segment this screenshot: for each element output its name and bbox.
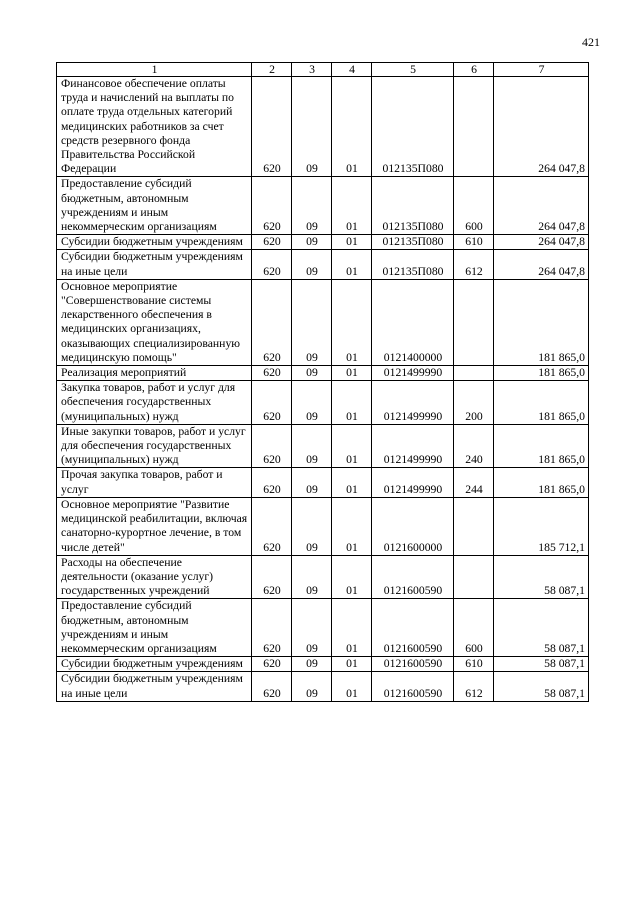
row-vr: [454, 77, 494, 177]
row-csr: 0121499990: [372, 424, 454, 468]
page-number: 421: [582, 35, 600, 49]
row-name: Основное мероприятие "Совершенствование системы лекарственного обеспечения в медицинских организациях, оказывающих специализированную медицинскую помощь": [57, 279, 252, 365]
row-vr: [454, 497, 494, 555]
table-row: [57, 279, 589, 365]
row-pr: 01: [332, 77, 372, 177]
row-vr: 612: [454, 672, 494, 701]
row-pr: 01: [332, 235, 372, 250]
row-pr: 01: [332, 366, 372, 381]
row-name: Предоставление субсидий бюджетным, автономным учреждениям и иным некоммерческим организациям: [57, 599, 252, 657]
row-csr: 0121499990: [372, 381, 454, 425]
row-ved: 620: [252, 672, 292, 701]
row-csr: 0121600590: [372, 555, 454, 599]
row-vr: 600: [454, 177, 494, 235]
row-ved: 620: [252, 279, 292, 365]
row-rz: 09: [292, 250, 332, 279]
table-row: [57, 672, 589, 701]
table-row: [57, 599, 589, 657]
row-rz: 09: [292, 672, 332, 701]
row-csr: 0121499990: [372, 366, 454, 381]
row-name: Закупка товаров, работ и услуг для обеспечения государственных (муниципальных) нужд: [57, 381, 252, 425]
header-col-6: 6: [454, 63, 494, 77]
row-sum: 58 087,1: [494, 657, 589, 672]
row-name: Расходы на обеспечение деятельности (оказание услуг) государственных учреждений: [57, 555, 252, 599]
row-pr: 01: [332, 424, 372, 468]
row-ved: 620: [252, 366, 292, 381]
row-sum: 58 087,1: [494, 672, 589, 701]
row-pr: 01: [332, 279, 372, 365]
row-pr: 01: [332, 672, 372, 701]
row-vr: [454, 279, 494, 365]
row-ved: 620: [252, 177, 292, 235]
row-sum: 181 865,0: [494, 381, 589, 425]
header-col-5: 5: [372, 63, 454, 77]
row-rz: 09: [292, 279, 332, 365]
row-rz: 09: [292, 657, 332, 672]
row-rz: 09: [292, 381, 332, 425]
row-ved: 620: [252, 657, 292, 672]
row-ved: 620: [252, 424, 292, 468]
row-sum: 181 865,0: [494, 468, 589, 497]
row-name: Финансовое обеспечение оплаты труда и начислений на выплаты по оплате труда отдельных категорий медицинских работников за счет средств резервного фонда Правительства Российской Федерации: [57, 77, 252, 177]
row-rz: 09: [292, 424, 332, 468]
row-vr: 244: [454, 468, 494, 497]
row-name: Реализация мероприятий: [57, 366, 252, 381]
row-sum: 58 087,1: [494, 555, 589, 599]
row-ved: 620: [252, 77, 292, 177]
row-vr: 600: [454, 599, 494, 657]
row-vr: 240: [454, 424, 494, 468]
row-rz: 09: [292, 497, 332, 555]
row-name: Субсидии бюджетным учреждениям на иные цели: [57, 250, 252, 279]
row-pr: 01: [332, 555, 372, 599]
table-row: [57, 555, 589, 599]
row-sum: 181 865,0: [494, 366, 589, 381]
header-row: [57, 63, 589, 77]
row-pr: 01: [332, 177, 372, 235]
row-rz: 09: [292, 599, 332, 657]
row-name: Субсидии бюджетным учреждениям: [57, 235, 252, 250]
header-col-1: 1: [57, 63, 252, 77]
row-csr: 012135П080: [372, 235, 454, 250]
table-row: [57, 177, 589, 235]
row-rz: 09: [292, 468, 332, 497]
row-ved: 620: [252, 235, 292, 250]
table-row: [57, 381, 589, 425]
row-sum: 181 865,0: [494, 424, 589, 468]
row-ved: 620: [252, 381, 292, 425]
row-rz: 09: [292, 366, 332, 381]
row-sum: 185 712,1: [494, 497, 589, 555]
row-ved: 620: [252, 555, 292, 599]
row-sum: 264 047,8: [494, 250, 589, 279]
row-ved: 620: [252, 497, 292, 555]
table-row: [57, 657, 589, 672]
row-sum: 58 087,1: [494, 599, 589, 657]
row-pr: 01: [332, 250, 372, 279]
row-sum: 264 047,8: [494, 177, 589, 235]
row-csr: 0121499990: [372, 468, 454, 497]
row-csr: 0121600590: [372, 657, 454, 672]
row-vr: [454, 366, 494, 381]
row-csr: 0121600000: [372, 497, 454, 555]
row-name: Прочая закупка товаров, работ и услуг: [57, 468, 252, 497]
table-row: [57, 235, 589, 250]
row-rz: 09: [292, 177, 332, 235]
row-sum: 264 047,8: [494, 77, 589, 177]
row-vr: 610: [454, 235, 494, 250]
header-col-3: 3: [292, 63, 332, 77]
row-ved: 620: [252, 468, 292, 497]
row-ved: 620: [252, 599, 292, 657]
row-pr: 01: [332, 657, 372, 672]
table-row: [57, 250, 589, 279]
table-row: [57, 366, 589, 381]
row-pr: 01: [332, 497, 372, 555]
row-pr: 01: [332, 599, 372, 657]
row-csr: 0121600590: [372, 672, 454, 701]
header-col-4: 4: [332, 63, 372, 77]
row-vr: 610: [454, 657, 494, 672]
row-rz: 09: [292, 555, 332, 599]
row-csr: 012135П080: [372, 250, 454, 279]
row-vr: 200: [454, 381, 494, 425]
budget-table: [56, 62, 589, 702]
table-row: [57, 77, 589, 177]
row-sum: 181 865,0: [494, 279, 589, 365]
row-name: Предоставление субсидий бюджетным, автономным учреждениям и иным некоммерческим организациям: [57, 177, 252, 235]
row-sum: 264 047,8: [494, 235, 589, 250]
row-csr: 0121400000: [372, 279, 454, 365]
row-csr: 012135П080: [372, 77, 454, 177]
row-csr: 0121600590: [372, 599, 454, 657]
row-ved: 620: [252, 250, 292, 279]
header-col-2: 2: [252, 63, 292, 77]
row-pr: 01: [332, 381, 372, 425]
row-name: Иные закупки товаров, работ и услуг для обеспечения государственных (муниципальных) нужд: [57, 424, 252, 468]
row-vr: [454, 555, 494, 599]
header-col-7: 7: [494, 63, 589, 77]
row-name: Субсидии бюджетным учреждениям: [57, 657, 252, 672]
row-rz: 09: [292, 235, 332, 250]
row-vr: 612: [454, 250, 494, 279]
table-row: [57, 468, 589, 497]
row-csr: 012135П080: [372, 177, 454, 235]
table-row: [57, 424, 589, 468]
row-name: Основное мероприятие "Развитие медицинской реабилитации, включая санаторно-курортное лечение, в том числе детей": [57, 497, 252, 555]
row-pr: 01: [332, 468, 372, 497]
table-row: [57, 497, 589, 555]
row-name: Субсидии бюджетным учреждениям на иные цели: [57, 672, 252, 701]
row-rz: 09: [292, 77, 332, 177]
